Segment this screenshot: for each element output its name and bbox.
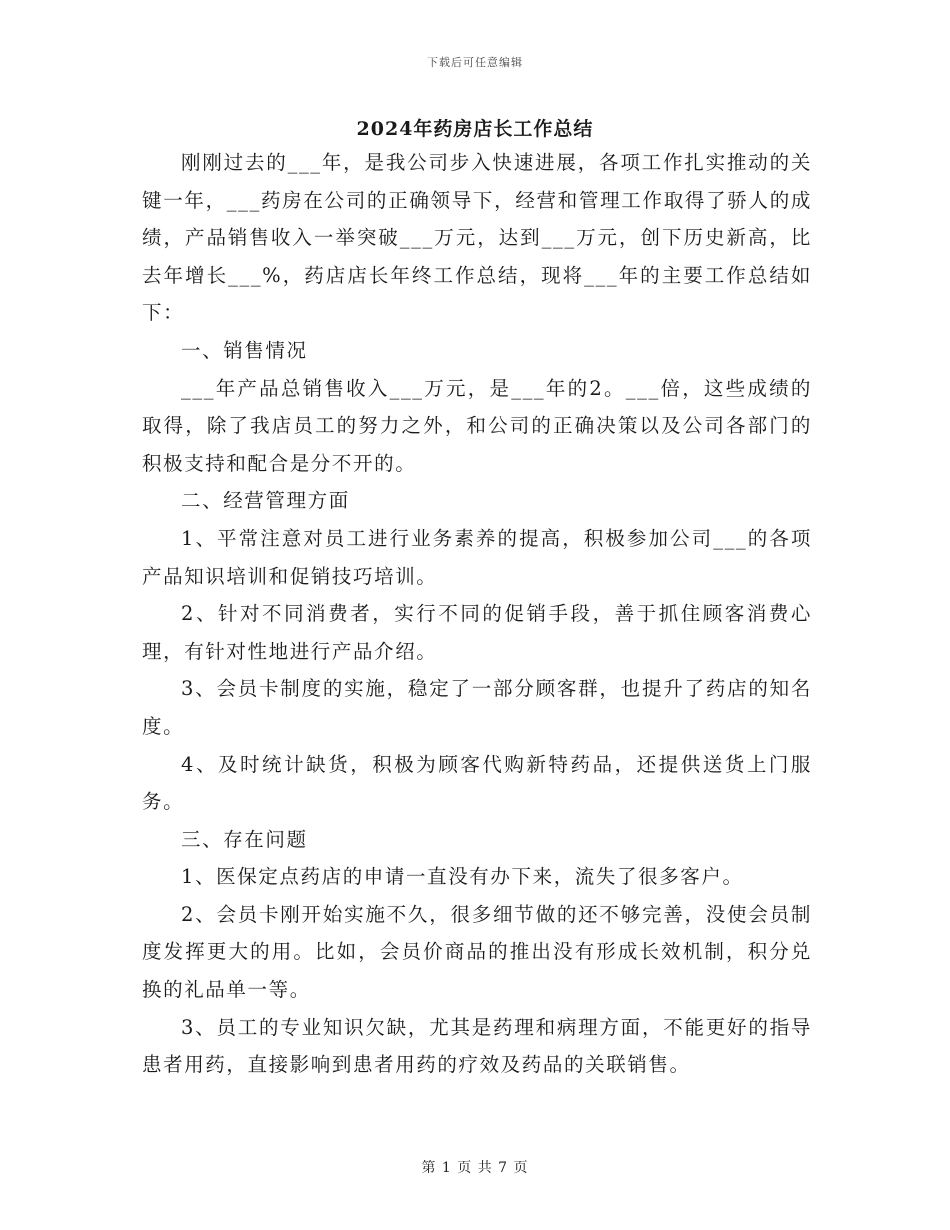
paragraph-management-3: 3、会员卡制度的实施，稳定了一部分顾客群，也提升了药店的知名度。 bbox=[142, 677, 812, 738]
document-body bbox=[142, 144, 812, 1084]
header-note: 下载后可任意编辑 bbox=[427, 56, 523, 69]
page-number: 第 1 页 共 7 页 bbox=[421, 1160, 529, 1176]
paragraph-management-1: 1、平常注意对员工进行业务素养的提高，积极参加公司___的各项产品知识培训和促销技巧培训。 bbox=[142, 526, 812, 588]
document-title: 2024年药房店长工作总结 bbox=[356, 118, 594, 140]
section-heading-problems: 三、存在问题 bbox=[181, 827, 308, 851]
paragraph-problem-3: 3、员工的专业知识欠缺，尤其是药理和病理方面，不能更好的指导患者用药，直接影响到患者用药的疗效及药品的关联销售。 bbox=[142, 1015, 812, 1077]
paragraph-problem-2: 2、会员卡刚开始实施不久，很多细节做的还不够完善，没使会员制度发挥更大的用。比如，会员价商品的推出没有形成长效机制，积分兑换的礼品单一等。 bbox=[142, 902, 812, 1002]
paragraph-problem-1: 1、医保定点药店的申请一直没有办下来，流失了很多客户。 bbox=[181, 865, 744, 889]
paragraph-sales: ___年产品总销售收入___万元，是___年的2。___倍，这些成绩的取得，除了我店员工的努力之外，和公司的正确决策以及公司各部门的积极支持和配合是分不开的。 bbox=[142, 376, 812, 475]
paragraph-intro: 刚刚过去的___年，是我公司步入快速进展，各项工作扎实推动的关键一年，___药房在公司的正确领导下，经营和管理工作取得了骄人的成绩，产品销售收入一举突破___万元，达到___万元，创下历史新高，比去年增长___%，药店店长年终工作总结，现将___年的主要工作总结如下： bbox=[142, 151, 812, 325]
section-heading-sales: 一、销售情况 bbox=[181, 338, 308, 362]
paragraph-management-4: 4、及时统计缺货，积极为顾客代购新特药品，还提供送货上门服务。 bbox=[142, 752, 812, 814]
paragraph-management-2: 2、针对不同消费者，实行不同的促销手段，善于抓住顾客消费心理，有针对性地进行产品介绍。 bbox=[142, 602, 812, 663]
section-heading-management: 二、经营管理方面 bbox=[181, 489, 350, 513]
